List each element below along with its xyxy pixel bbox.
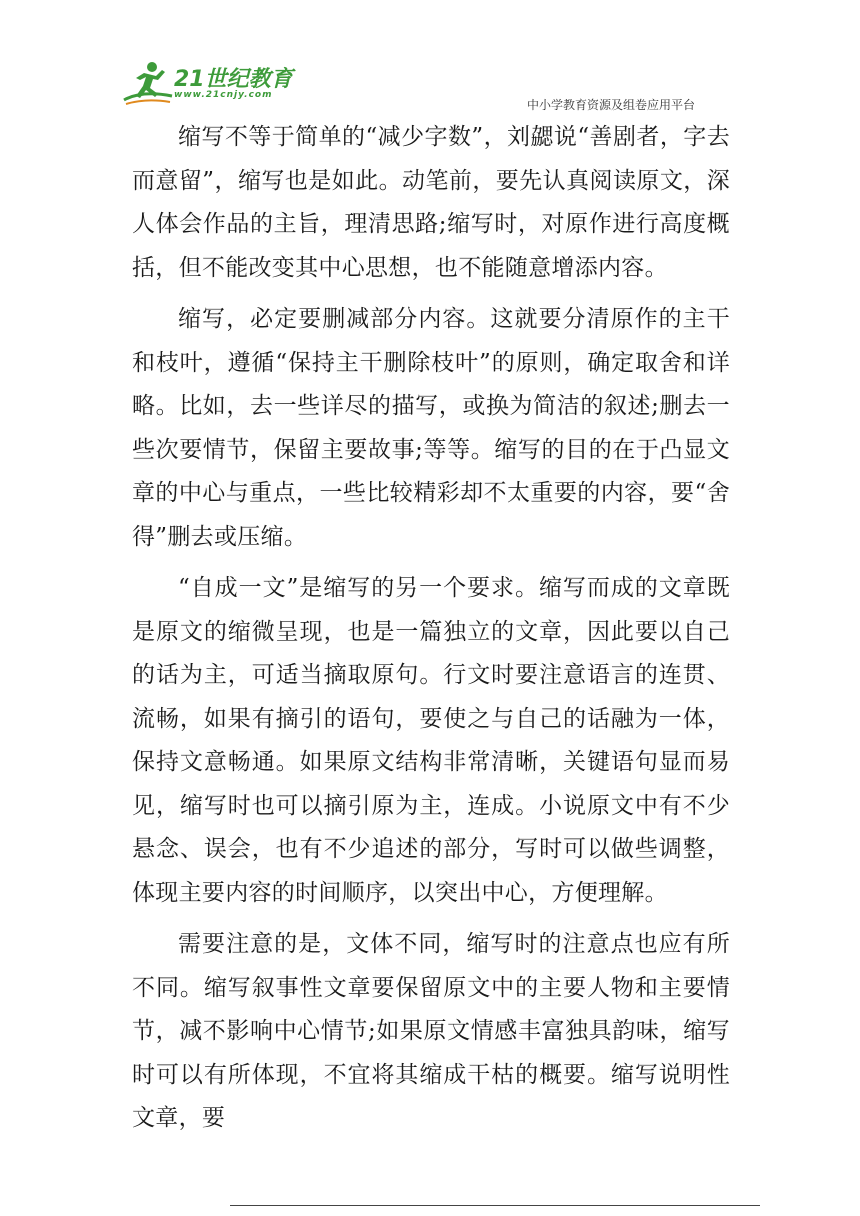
header-tagline: 中小学教育资源及组卷应用平台: [526, 98, 695, 112]
footer-divider: [230, 1205, 760, 1206]
paragraph: 缩写，必定要删减部分内容。这就要分清原作的主干和枝叶，遵循“保持主干删除枝叶”的原则，确定取舍和详略。比如，去一些详尽的描写，或换为简洁的叙述;删去一些次要情节，保留主要故事;等等。缩写的目的在于凸显文章的中心与重点，一些比较精彩却不太重要的内容，要“舍得”删去或压缩。: [132, 306, 730, 550]
logo-url: www.21cnjy.com: [174, 90, 273, 100]
document-body: [132, 116, 730, 1149]
logo-text: 21世纪教育: [174, 67, 293, 92]
runner-logo-icon: [122, 60, 174, 108]
logo: [122, 60, 292, 108]
paragraph: 缩写不等于简单的“减少字数”，刘勰说“善剧者，字去而意留”，缩写也是如此。动笔前，要先认真阅读原文，深人体会作品的主旨，理清思路;缩写时，对原作进行高度概括，但不能改变其中心思想，也不能随意增添内容。: [132, 124, 730, 281]
paragraph: 需要注意的是，文体不同，缩写时的注意点也应有所不同。缩写叙事性文章要保留原文中的主要人物和主要情节，减不影响中心情节;如果原文情感丰富独具韵味，缩写时可以有所体现，不宜将其缩成干枯的概要。缩写说明性文章，要: [132, 931, 730, 1131]
page-header: [0, 0, 860, 120]
paragraph: “自成一文”是缩写的另一个要求。缩写而成的文章既是原文的缩微呈现，也是一篇独立的文章，因此要以自己的话为主，可适当摘取原句。行文时要注意语言的连贯、流畅，如果有摘引的语句，要使之与自己的话融为一体，保持文意畅通。如果原文结构非常清晰，关键语句显而易见，缩写时也可以摘引原为主，连成。小说原文中有不少悬念、误会，也有不少追述的部分，写时可以做些调整，体现主要内容的时间顺序，以突出中心，方便理解。: [132, 575, 730, 906]
